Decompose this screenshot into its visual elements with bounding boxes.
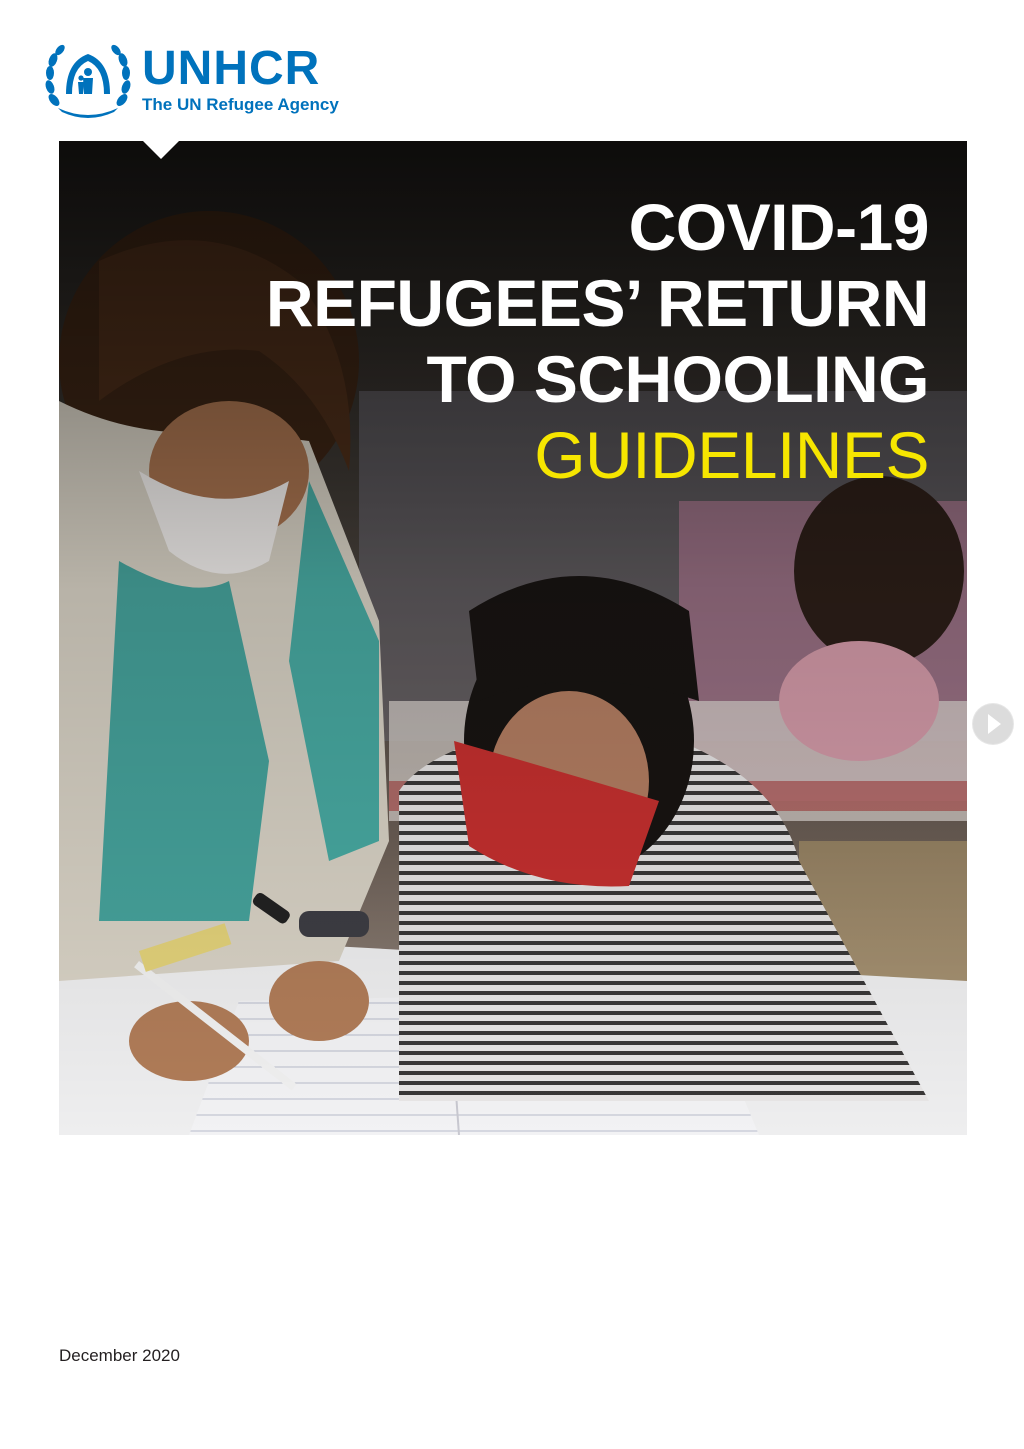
title-accent: GUIDELINES [534,418,929,492]
logo-name: UNHCR [142,42,321,95]
unhcr-emblem-icon [44,42,132,118]
unhcr-logo [44,42,339,118]
cover-notch [143,141,179,159]
logo-tagline: The UN Refugee Agency [142,95,339,114]
next-page-button[interactable] [972,703,1014,745]
title-line-2: REFUGEES’ RETURN [265,266,929,340]
cover-title [266,189,929,493]
logo-text [142,42,339,115]
title-line-3: TO SCHOOLING [426,342,929,416]
title-line-1: COVID-19 [628,190,929,264]
publication-date: December 2020 [59,1346,180,1365]
cover-photo-panel [59,141,967,1135]
chevron-right-icon [972,703,1014,745]
